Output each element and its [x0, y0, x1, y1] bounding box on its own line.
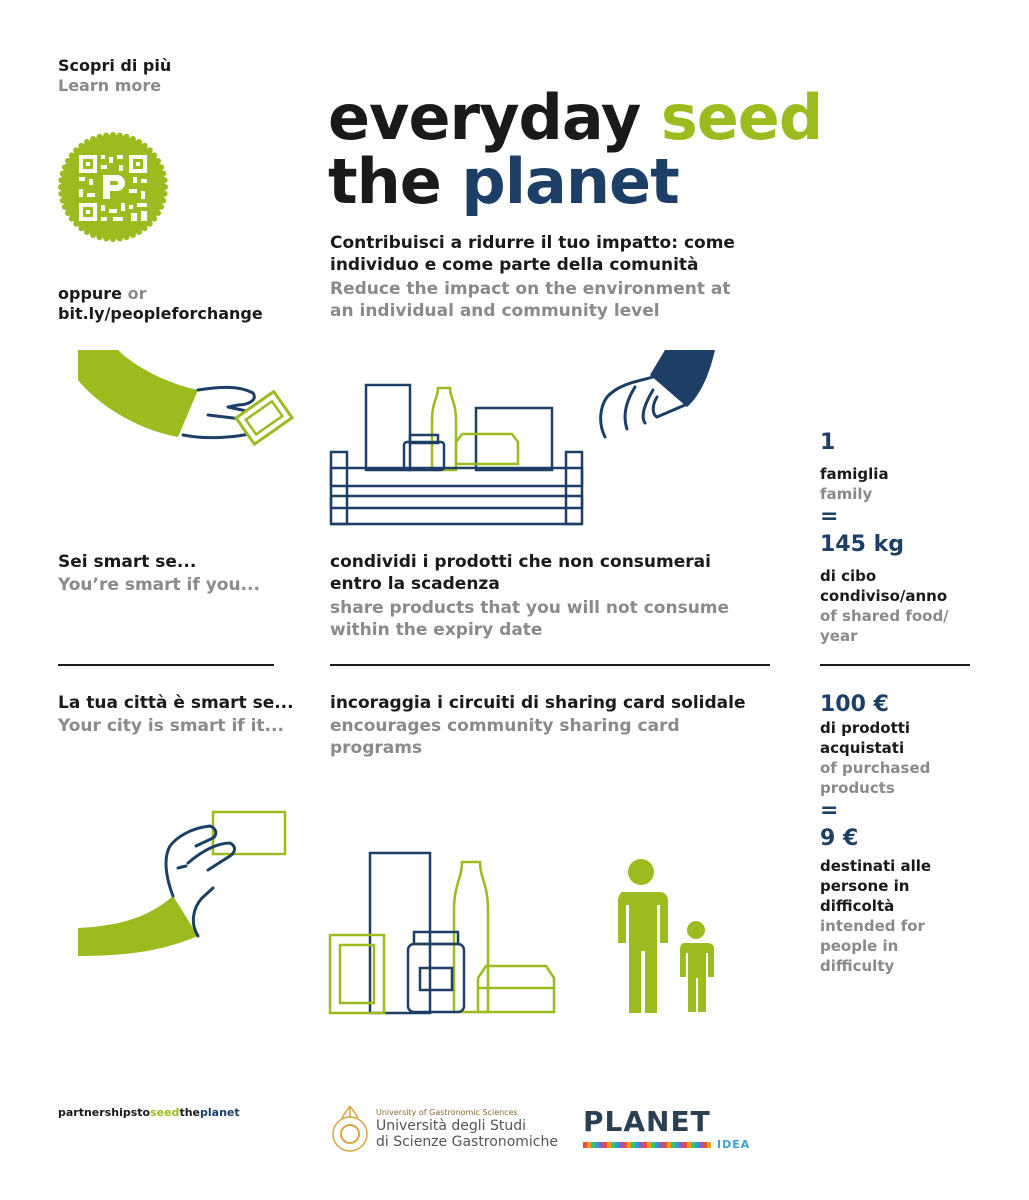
divider-left: [58, 664, 274, 666]
divider-right: [820, 664, 970, 666]
learn-more-it: Scopri di più: [58, 56, 172, 75]
headline-word-seed: seed: [660, 81, 823, 154]
stat-value-9: 9 €: [820, 826, 859, 851]
hand-card-small-icon: [78, 808, 293, 958]
intro-it: Contribuisci a ridurre il tuo impatto: come individuo e come parte della comunità: [330, 233, 735, 275]
stat-products-en: of purchased products: [820, 759, 931, 797]
planet-logo-text: PLANET: [583, 1105, 711, 1138]
headline: [328, 81, 823, 218]
stat-food-it: di cibo condiviso/anno: [820, 567, 948, 605]
headline-word-everyday: everyday: [328, 81, 641, 154]
wordmark-part-4: planet: [200, 1106, 240, 1119]
planet-logo-stripe: [583, 1142, 711, 1148]
headline-word-the: the: [328, 145, 441, 218]
crate-products-icon: [328, 380, 588, 528]
planet-logo-bar: [583, 1139, 755, 1153]
university-name: [376, 1108, 558, 1150]
city-text-it: incoraggia i circuiti di sharing card solidale: [330, 693, 746, 713]
headline-word-planet: planet: [461, 145, 679, 218]
stat-value-100: 100 €: [820, 692, 889, 717]
intro-en: Reduce the impact on the environment at an individual and community level: [330, 279, 731, 321]
family-icon: [608, 856, 720, 1016]
stat-number-one: 1: [820, 430, 836, 455]
or-en: or: [127, 284, 147, 303]
or-it: oppure: [58, 284, 123, 303]
stat-family-it: famiglia: [820, 465, 889, 483]
short-link[interactable]: bit.ly/peopleforchange: [58, 304, 263, 323]
planet-idea-logo: [583, 1105, 755, 1153]
stat-equals: =: [820, 504, 839, 529]
hand-reach-icon: [595, 345, 720, 445]
city-text-en: encourages community sharing card programs: [330, 716, 680, 758]
stat-equals-2: =: [820, 798, 839, 823]
learn-more-en: Learn more: [58, 76, 162, 95]
university-line-2: di Scienze Gastronomiche: [376, 1134, 558, 1150]
stat-destination-en: intended for people in difficulty: [820, 917, 925, 975]
smart-label-en: You’re smart if you...: [58, 575, 260, 595]
products-icon: [328, 850, 588, 1015]
wordmark-part-1: partnershipsto: [58, 1106, 151, 1119]
or-line: [58, 284, 147, 304]
university-line-1: Università degli Studi: [376, 1118, 527, 1134]
city-label-it: La tua città è smart se...: [58, 693, 294, 713]
stat-family-en: family: [820, 485, 873, 503]
smart-label-it: Sei smart se...: [58, 552, 197, 572]
hand-card-icon: [78, 345, 308, 465]
planet-idea-text: IDEA: [717, 1138, 751, 1151]
wordmark-part-2: seed: [150, 1106, 180, 1119]
qr-badge-icon[interactable]: [56, 130, 170, 244]
stat-value-kg: 145 kg: [820, 532, 904, 557]
university-small: University of Gastronomic Sciences: [376, 1108, 518, 1117]
wordmark-part-3: the: [179, 1106, 200, 1119]
stat-destination-it: destinati alle persone in difficoltà: [820, 857, 932, 915]
university-seal-icon: [330, 1104, 370, 1154]
smart-text-it: condividi i prodotti che non consumerai entro la scadenza: [330, 552, 711, 594]
divider-center: [330, 664, 770, 666]
stats-family: [820, 430, 990, 646]
smart-text-en: share products that you will not consume within the expiry date: [330, 598, 730, 640]
stat-products-it: di prodotti acquistati: [820, 719, 911, 757]
city-label-en: Your city is smart if it...: [58, 716, 284, 736]
partnership-wordmark: [58, 1106, 240, 1120]
stats-purchase: [820, 692, 990, 976]
stat-food-en: of shared food/ year: [820, 607, 949, 645]
